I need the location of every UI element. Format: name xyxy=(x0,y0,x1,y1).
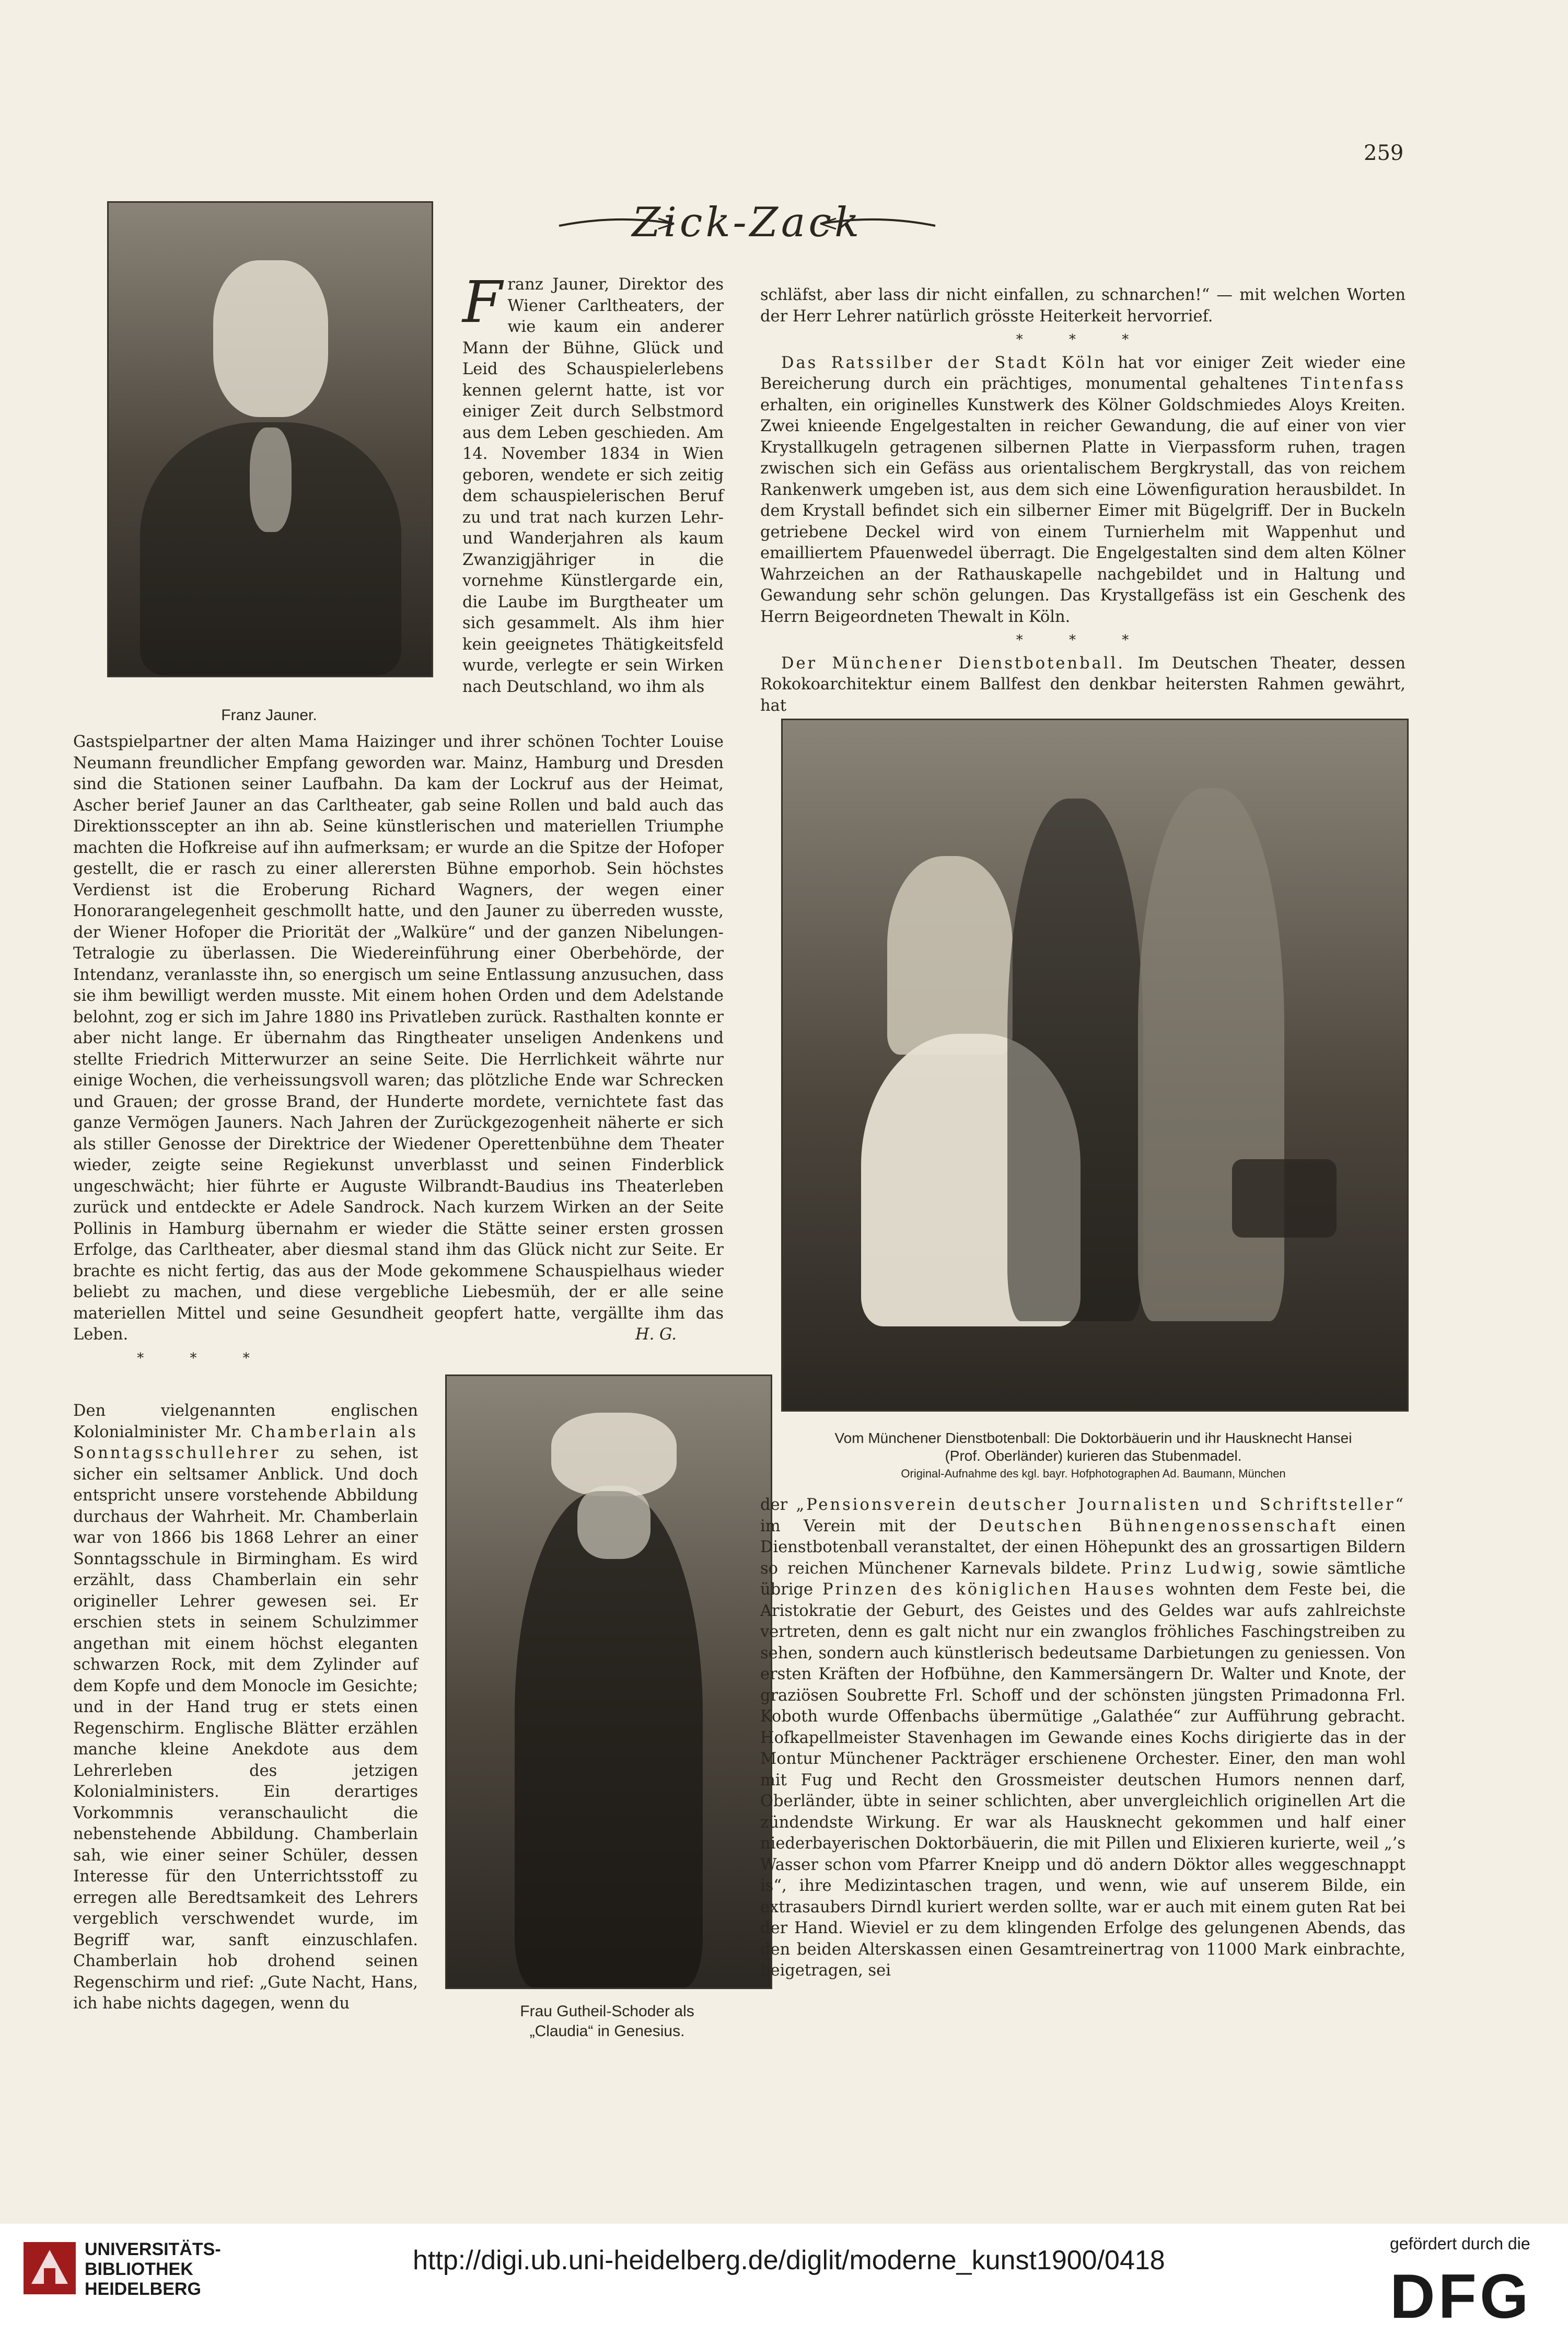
koeln-item: Tintenfass xyxy=(1300,375,1406,393)
koeln-text-b: erhalten, ein originelles Kunstwerk des Kölner Goldschmiedes Aloys Kreiten. Zwei knieende Engelgestalten in reicher Gewandung, die auf einer von vier Krystallkugeln getragenen silbernen Platte in Vierpassform ruhen, tragen zwischen sich ein Gefäss aus orientalischem Bergkrystall, das von reichem Rankenwerk umgeben ist, aus dem sich eine Löwenfiguration herausbildet. In dem Krystall befindet sich ein silberner Eimer mit Bügelgriff. Der in Buckeln getriebene Deckel wird von einem Turnierhelm mit Wappenhut und emailliertem Pfauenwedel überragt. Die Engelgestalten sind dem alten Kölner Wahrzeichen an der Rathauskapelle nachgebildet und in Haltung und Gewandung sehr schön gelungen. Das Krystallgefäss ist ein Geschenk des Herrn Beigeordneten Thewalt in Köln. xyxy=(760,396,1406,626)
caption-line-2: „Claudia“ in Genesius. xyxy=(529,2023,685,2040)
caption-line-3: Original-Aufnahme des kgl. bayr. Hofphotographen Ad. Baumann, München xyxy=(901,1467,1286,1480)
ball-name-1: „Pensionsverein deutscher Journalisten und Schriftsteller“ xyxy=(796,1496,1406,1514)
logo-line-2: BIBLIOTHEK xyxy=(85,2259,193,2279)
university-seal-icon xyxy=(21,2239,78,2297)
heading-text: Zick-Zack xyxy=(632,199,863,246)
ball-text-mid-3: , sowie sämtliche übrige xyxy=(760,1559,1406,1599)
body-text: Gastspielpartner der alten Mama Haizinger und ihrer schönen Tochter Louise Neumann freundlicher Empfang geworden war. Mainz, Hamburg und Dresden sind die Stationen seiner Laufbahn. Da kam der Lockruf aus der Heimat, Ascher berief Jauner an das Carltheater, gab seine Rollen und bald auch das Direktionsscepter an ihn ab. Seine künstlerischen und materiellen Triumphe machten die Hofkreise auf ihn aufmerksam; er wurde an die Spitze der Hofoper gestellt, die er rasch zu einer allerersten Bühne emporhob. Sein höchstes Verdienst ist die Eroberung Richard Wagners, der wegen einer Honorarangelegenheit geschmollt hatte, und den Jauner zu überreden wusste, der Wiener Hofoper die Priorität der „Walküre“ und der ganzen Nibelungen-Tetralogie zu überlassen. Die Wiedereinführung einer Oberbehörde, der Intendanz, veranlasste ihn, so energisch um seine Entlassung anzusuchen, dass sie ihm bewilligt werden musste. Mit einem hohen Orden und dem Adelstande belohnt, zog er sich im Jahre 1880 ins Privatleben zurück. Rasthalten konnte er aber nicht lange. Er übernahm das Ringtheater unseligen Andenkens und stellte Friedrich Mitterwurzer an seine Seite. Die Herrlichkeit währte nur einige Wochen, die verheissungsvoll waren; das plötzliche Ende war Schrecken und Grauen; der grosse Brand, der Hunderte mordete, vernichtete fast das ganze Vermögen Jauners. Nach Jahren der Zurückgezogenheit näherte er sich als stiller Genosse der Direktrice der Wiedener Operettenbühne dem Theater wieder, zeigte seine Regiekunst unverblasst und seinen Finderblick ungeschwächt; hier führte er Auguste Wilbrandt-Baudius ins Theaterleben zurück und entdeckte er Adele Sandrock. Nach kurzem Wirken an der Seite Pollinis in Hamburg übernahm er wieder die Stätte seiner ersten grossen Erfolge, das Carltheater, aber diesmal stand ihm das Glück nicht zur Seite. Er brachte es nicht fertig, das aus der Mode gekommene Schauspielhaus wieder beliebt zu machen, und diese vergebliche Liebesmüh, der er alle seine materiellen Mittel und seine Gesundheit geopfert hatte, vergällte ihm das Leben. xyxy=(73,733,724,1344)
koeln-paragraph xyxy=(760,353,1406,628)
ball-text-mid-1: im Verein mit der xyxy=(760,1517,979,1535)
photo-gutheil-schoder xyxy=(445,1374,772,1989)
dfg-logo[interactable]: DFG xyxy=(1390,2261,1532,2331)
section-heading xyxy=(554,193,940,251)
ball-name-3: Prinz Ludwig xyxy=(1121,1559,1258,1578)
chamberlain-text-a: Den vielgenannten englischen Kolonialminister Mr. xyxy=(73,1402,418,1441)
separator-stars: * * * xyxy=(137,1350,271,1366)
chamberlain-name: Chamberlain als Sonntagsschullehrer xyxy=(73,1423,418,1462)
caption-line-1: Frau Gutheil-Schoder als xyxy=(520,2003,694,2020)
source-url-link[interactable]: http://digi.ub.uni-heidelberg.de/diglit/moderne_kunst1900/0418 xyxy=(413,2245,1165,2275)
signature: H. G. xyxy=(635,1325,677,1344)
ball-name-4: Prinzen des königlichen Hauses xyxy=(822,1580,1156,1599)
ball-text-mid-2: einen Dienstbotenball veranstaltet, der einen Höhepunkt des an grossartigen Bildern so reichen Münchener Karnevals bildete. xyxy=(760,1517,1406,1578)
photo-dienstbotenball xyxy=(781,719,1409,1412)
dropcap: F xyxy=(462,269,503,336)
ball-paragraph-start xyxy=(760,653,1406,717)
separator-stars: * * * xyxy=(1016,332,1150,348)
separator-stars: * * * xyxy=(1016,632,1150,648)
ball-name: Der Münchener Dienstbotenball. xyxy=(781,654,1125,673)
ball-text-pre: der xyxy=(760,1496,796,1514)
right-column-bottom xyxy=(760,1495,1406,1982)
caption-gutheil-schoder xyxy=(445,2002,769,2041)
article-chamberlain xyxy=(73,1401,418,2015)
chamberlain-text-b: zu sehen, ist sicher ein seltsamer Anblick. Und doch entspricht unsere vorstehende Abbildung durchaus der Wahrheit. Mr. Chamberlain war von 1866 bis 1868 Lehrer an einer Sonntagsschule in Birmingham. Es wird erzählt, dass Chamberlain ein sehr origineller Lehrer gewesen sei. Er erschien stets in seinem Schulzimmer angethan mit einem höchst eleganten schwarzen Rock, mit dem Zylinder auf dem Kopfe und dem Monocle im Gesichte; und in der Hand trug er stets einen Regenschirm. Englische Blätter erzählen manche kleine Anekdote aus dem Lehrerleben des jetzigen Kolonialministers. Ein derartiges Vorkommnis veranschaulicht die nebenstehende Abbildung. Chamberlain sah, wie einer seiner Schüler, dessen Interesse für den Unterrichtsstoff zu erregen alle Beredtsamkeit des Lehrers vergeblich verschwendet wurde, im Begriff war, sanft einzuschlafen. Chamberlain hob drohend seinen Regenschirm und rief: „Gute Nacht, Hans, ich habe nichts dagegen, wenn du xyxy=(73,1444,418,2013)
article-jauner-intro xyxy=(462,269,724,698)
funded-by-label: gefördert durch die xyxy=(1390,2234,1530,2253)
university-logo-text xyxy=(85,2239,221,2299)
caption-franz-jauner: Franz Jauner. xyxy=(221,707,317,724)
article-jauner-body xyxy=(73,732,724,1371)
page-number: 259 xyxy=(1364,141,1404,165)
logo-line-3: HEIDELBERG xyxy=(85,2279,201,2299)
koeln-text-a: hat vor einiger Zeit wieder eine Bereicherung durch ein prächtiges, monumental gehaltenes xyxy=(760,353,1406,393)
caption-line-2: (Prof. Oberländer) kurieren das Stubenmadel. xyxy=(945,1448,1242,1464)
koeln-name: Das Ratssilber der Stadt Köln xyxy=(781,353,1107,372)
chamberlain-continuation: schläfst, aber lass dir nicht einfallen, zu schnarchen!“ — mit welchen Worten der Herr Lehrer natürlich grösste Heiterkeit hervorrief. xyxy=(760,286,1406,326)
footer-bar xyxy=(0,2224,1568,2345)
ball-text-rest: wohnten dem Feste bei, die Aristokratie der Geburt, des Geistes und des Geldes war aufs zahlreichste vertreten, denn es galt nicht nur ein zwanglos fröhliches Faschingstreiben zu sehen, sondern auch künstlerisch bedeutsame Darbietungen zu geniessen. Von ersten Kräften der Hofbühne, den Kammersängern Dr. Walter und Knote, der graziösen Soubrette Frl. Schoff und der schönsten jüngsten Primadonna Frl. Koboth wurde Offenbachs übermütige „Galathée“ zur Aufführung gebracht. Hofkapellmeister Stavenhagen im Gewande eines Kochs dirigierte das in der Montur Münchener Packträger erschienene Orchester. Einer, den man wohl mit Fug und Recht den Grossmeister deutschen Humors nennen darf, Oberländer, übte in seiner schlichten, aber unvergleichlich originellen Art die zündendste Wirkung. Er war als Hausknecht gekommen und half einer niederbayerischen Doktorbäuerin, die mit Pillen und Elixieren kurierte, weil „’s Wasser schon vom Pfarrer Kneipp und dö andern Döktor alles weggeschnappt is“, ihre Medizintaschen tragen, und wenn, wie auf unserem Bilde, ein extrasaubers Dirndl kuriert werden sollte, war er auch mit einem guten Rat bei der Hand. Wieviel er zu dem klingenden Erfolge des gelungenen Abends, das den beiden Alterskassen einen Gesamtreinertrag von 11000 Mark einbrachte, beigetragen, sei xyxy=(760,1580,1406,1980)
caption-line-1: Vom Münchener Dienstbotenball: Die Doktorbäuerin und ihr Hausknecht Hansei xyxy=(834,1430,1352,1446)
logo-line-1: UNIVERSITÄTS- xyxy=(85,2239,221,2259)
intro-text: ranz Jauner, Direktor des Wiener Carltheaters, der wie kaum ein anderer Mann der Bühne, Glück und Leid des Schauspielerlebens kennen gelernt hatte, ist vor einiger Zeit durch Selbstmord aus dem Leben geschieden. Am 14. November 1834 in Wien geboren, wendete er sich zeitig dem schauspielerischen Beruf zu und trat nach kurzen Lehr- und Wanderjahren als kaum Zwanzigjähriger in die vornehme Künstlergarde ein, die Laube im Burgtheater um sich gesammelt. Als ihm hier kein geeignetes Thätigkeitsfeld wurde, verlegte er sein Wirken nach Deutschland, wo ihm als xyxy=(462,275,724,696)
ball-text-a: Im Deutschen Theater, dessen Rokokoarchitektur einem Ballfest den denkbar heitersten Rahmen gewährt, hat xyxy=(760,654,1406,715)
caption-dienstbotenball xyxy=(781,1429,1406,1483)
right-column-top xyxy=(760,285,1406,717)
photo-franz-jauner xyxy=(107,201,433,677)
ball-name-2: Deutschen Bühnengenossenschaft xyxy=(979,1517,1338,1535)
